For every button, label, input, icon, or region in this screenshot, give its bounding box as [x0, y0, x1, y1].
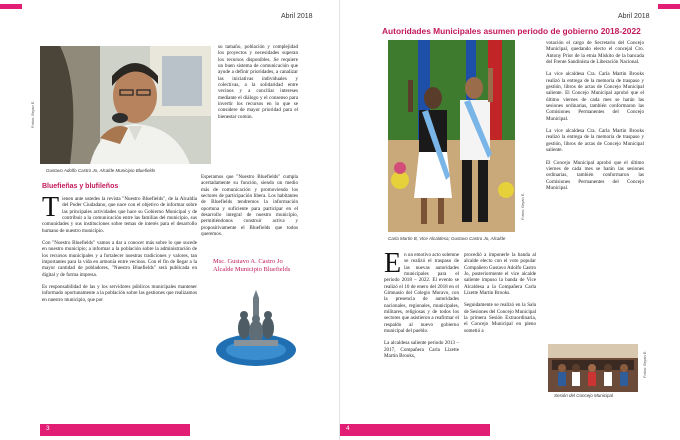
paragraph: Es responsabilidad de las y los servidores públicos municipales mantener informado oportunamente a la población sobre las gestiones que realizamos en nuestro municipio, que por: [42, 284, 197, 303]
page-number: 3: [46, 425, 50, 432]
article-title: Autoridades Municipales asumen periodo de gobierno 2018-2022: [382, 26, 641, 36]
header-accent-bar: [0, 4, 22, 9]
paragraph: n un emotivo acto solemne se realizó el traspaso de las nuevas autoridades municipales para el período 2018 – 2022. El evento se realizó el 10 de enero del 2018 en el Gimnasio del Colegio Moravo, con la presencia de autoridades nacionales, regionales, municipales, militares, religiosas y de todos los sectores que asistieron a reafirmar el respaldo al nuevo gobierno municipal del pueblo.: [384, 252, 459, 335]
author-signature: [213, 258, 290, 274]
paragraph: Seguidamente se realizó en la Sala de Sesiones del Concejo Municipal la primera Sesión Extraordinaria, el Concejo Municipal en pleno sometió a: [464, 302, 536, 334]
dropcap: E: [384, 248, 402, 279]
paragraph: El Concejo Municipal aprobó que el último viernes de cada mes se harán las sesiones ordinarias, también conformaron las Comisiones Permanentes del Concejo Municipal.: [546, 159, 644, 191]
left-column-2b: [201, 174, 298, 243]
section-title: Bluefieñas y blufileños: [42, 183, 119, 190]
right-column-a: [384, 248, 459, 366]
page-number-bar: [340, 424, 490, 436]
author-title: Alcalde Municipio Bluefields: [213, 266, 291, 273]
header-accent-bar: [658, 4, 680, 9]
paragraph: La vice alcaldesa Cra. Carla Martin Brooks realizó la entrega de la memoria de traspaso y gestión, libros de actas de Concejo Municipal saliente.: [546, 128, 644, 154]
statue-photo: [214, 288, 298, 368]
authorities-photo: [388, 40, 515, 232]
left-column-2: [218, 44, 298, 126]
left-column-1: [42, 192, 197, 309]
mayor-photo: [40, 46, 211, 164]
photo-credit: Fotos: Bryan E.: [642, 350, 647, 378]
photo-caption: Sesión del Concejo Municipal: [554, 393, 614, 398]
paragraph: Esperamos que "Nuestro Bluefields" cumpla acertadamente su función, siendo un medio más de comunicación y promoviendo los sectores de participación libera. Los habitantes de Bluefields tendremos la información oportuna y suficiente para participar en el desarrollo integral de nuestro municipio, permitiéndonos construir activa y propositivamente el Bluefields que todos queremos.: [201, 174, 298, 238]
photo-caption: Carla Martin B, Vice Alcaldesa; Gustavo Castro Jo, Alcalde: [388, 236, 506, 241]
photo-credit: Fotos: Bryan E.: [520, 192, 525, 220]
right-column-c: [546, 40, 644, 197]
paragraph: La alcaldesa saliente periodo 2013 – 2017, Compañera Carla Lizette Martín Brooks,: [384, 340, 459, 360]
header-date: Abril 2018: [618, 13, 650, 20]
paragraph: su tamaño, población y complejidad los proyectos y necesidades superan los recursos disponibles. Se requiere un buen sistema de comunicación que ayude a definir prioridades, a canalizar las iniciativas individuales y colectivas, a la solidaridad entre vecinos y a conciliar intereses mediante el diálogo y el consenso para invertir los recursos en lo que se considere de mayor prioridad para el bienestar común.: [218, 44, 298, 120]
paragraph: procedió a imponerle la banda al alcalde electo con el voto popular Compañero Gustavo Adolfo Castro Jo, posteriormente el vice alcalde saliente impuso la banda de Vice Alcaldesa a la Compañera Carla Lizette Martin Brooks.: [464, 252, 537, 297]
photo-caption: Gustavo Adolfo Castro Jo, Alcalde Municipio Bluefields: [46, 168, 156, 173]
paragraph: La vice alcaldesa Cra. Carla Martin Brooks realizó la entrega de la memoria de traspaso y gestión, libros de actas de Concejo Municipal saliente. El Concejo Municipal aprobó que el último viernes de cada mes se harán las sesiones ordinarias, también conformaron las Comisiones Permanentes del Concejo Municipal.: [546, 71, 644, 122]
author-name: Msc. Gustavo A. Castro Jo: [213, 258, 283, 265]
council-session-photo: [548, 344, 638, 392]
photo-credit: Fotos: Bryan E.: [30, 100, 35, 128]
header-date: Abril 2018: [281, 13, 313, 20]
dropcap: T: [42, 192, 60, 223]
paragraph: Con "Nuestro Bluefields" vamos a dar a conocer más sobre lo que sucede en nuestro municipio; a informar a la población sobre la administración de los recursos municipales y a fortalecer nuestras tradiciones y valores, tan importantes para la vida en armonía entre vecinos. Con el fin de llegar a la mayor cantidad de pobladores, "Nuestro Bluefields" será publicada en digital y de forma impresa.: [42, 240, 197, 278]
page-number: 4: [346, 425, 350, 432]
paragraph: ienen ante ustedes la revista "Nuestro Bluefields", de la Alcaldía del Poder Ciudadano, que nace con el objetivo de informar sobre las principales actividades que hace su Gobierno Municipal y de contribuir a la comunicación entre las familias del municipio, sus comunidades y sus instituciones sobre temas de interés para el desarrollo humano de nuestro municipio.: [42, 196, 197, 234]
paragraph: votación el cargo de Secretario del Concejo Municipal, quedando electo el concejal Cro. Antony Prior de la etnia Miskito de la bancada del Frente Sandinista de Liberación Nacional.: [546, 40, 644, 66]
right-column-b: [464, 252, 536, 340]
right-page: [340, 0, 680, 440]
page-number-bar: [40, 424, 190, 436]
